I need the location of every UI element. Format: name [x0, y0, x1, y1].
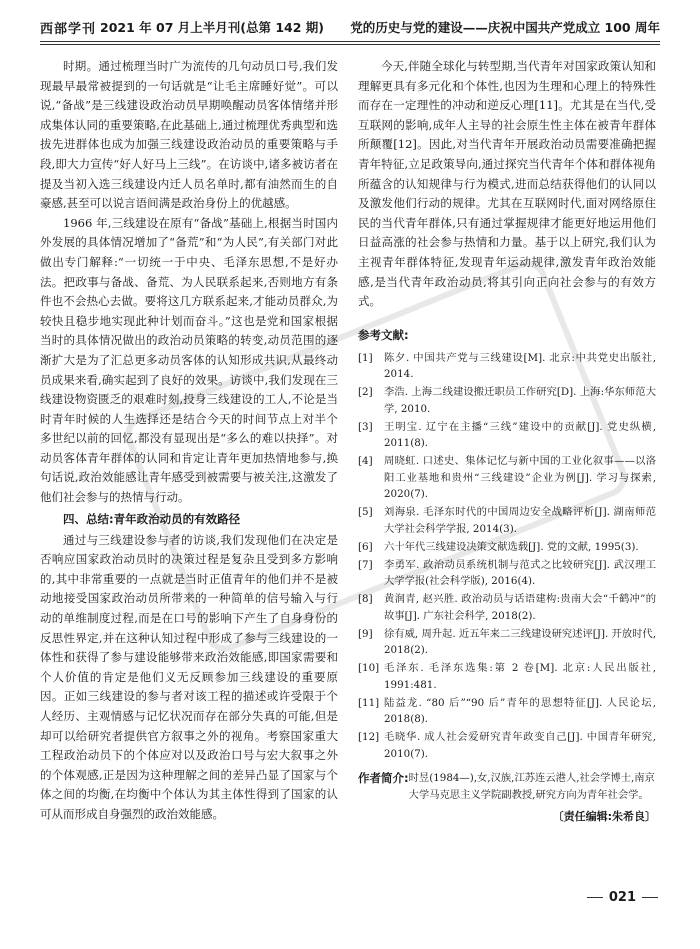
reference-item	[358, 504, 656, 537]
paragraph: 今天,伴随全球化与转型期,当代青年对国家政策认知和理解更具有多元化和个体性,也因为生理和心理上的特殊性而存在一定理性的冲动和逆反心理[11]。尤其是在当代,受互联网的影响,成年人主导的社会原生性主体在被青年群体所颠覆[12]。因此,对当代青年开展政治动员需要准确把握青年特征,立足政策导向,通过探究当代青年个体和群体视角所蕴含的认知规律与行为模式,进而总结获得他们的认同以及激发他们行动的规律。尤其在互联网时代,面对网络原住民的当代青年群体,只有通过掌握规律才能更好地运用他们日益高涨的社会参与热情和力量。基于以上研究,我们认为主视青年群体特征,发现青年运动规律,激发青年政治效能感,是当代青年政治动员,将其引向正向社会参与的有效方式。	[358, 59, 656, 309]
dash-left	[587, 897, 603, 898]
page-number-area	[587, 890, 658, 905]
reference-number: [3]	[358, 420, 373, 433]
reference-text: 徐有威, 周升起. 近五年来二三线建设研究述评[J]. 开放时代, 2018(2).	[384, 627, 656, 657]
reference-number: [2]	[358, 386, 373, 399]
references-title: 参考文献:	[358, 327, 409, 342]
reference-item	[358, 729, 656, 762]
header-left	[40, 18, 324, 37]
reference-number: [4]	[358, 455, 373, 468]
reference-item	[358, 660, 656, 693]
page-header	[40, 14, 660, 40]
author-label: 作者简介:	[358, 771, 409, 786]
reference-list	[358, 350, 656, 763]
reference-item	[358, 539, 656, 556]
issue-info: 2021 年 07 月上半月刊(总第 142 期)	[100, 20, 324, 35]
left-column	[40, 57, 338, 825]
reference-item	[358, 453, 656, 503]
reference-text: 陈夕. 中国共产党与三线建设[M]. 北京:中共党史出版社, 2014.	[384, 351, 656, 381]
header-rule-second	[40, 44, 660, 45]
section-title: 党的历史与党的建设——庆祝中国共产党成立 100 周年	[350, 20, 660, 35]
reference-number: [1]	[358, 351, 373, 364]
journal-name: 西部学刊	[40, 21, 97, 37]
reference-text: 刘海泉. 毛泽东时代的中国周边安全战略评析[J]. 湖南师范大学社会科学学报, 2014(3).	[384, 506, 656, 535]
reference-number: [10]	[358, 662, 380, 675]
reference-item	[358, 557, 656, 590]
reference-item	[358, 591, 656, 624]
reference-text: 毛晓华. 成人社会爱研究青年政变自己[J]. 中国青年研究, 2010(7).	[384, 731, 656, 760]
reference-text: 黄润青, 赵兴胜. 政治动员与话语建构:贵南大会“千鹤冲”的故事[J]. 广东社会科学, 2018(2).	[384, 593, 656, 622]
reference-item	[358, 626, 656, 659]
reference-number: [6]	[358, 540, 373, 553]
reference-text: 王明宝. 辽宁在主播“三线”建设中的贡献[J]. 党史纵横, 2011(8).	[384, 420, 656, 450]
reference-number: [12]	[358, 731, 380, 744]
reference-text: 李勇军. 政治动员系统机制与范式之比较研究[J]. 武汉理工大学学报(社会科学版), 2016(4).	[384, 558, 656, 588]
reference-text: 李浩. 上海二线建设搬迁职员工作研究[D]. 上海:华东师范大学, 2010.	[384, 386, 656, 415]
reference-item	[358, 384, 656, 417]
responsible-editor: 〔责任编辑:朱希良〕	[552, 810, 656, 824]
reference-text: 陆益龙. “80 后”“90 后”青年的思想特征[J]. 人民论坛, 2018(8).	[384, 696, 656, 726]
reference-text: 六十年代三线建设决策文献选载[J]. 党的文献, 1995(3).	[384, 540, 639, 553]
reference-number: [8]	[358, 593, 373, 606]
author-bio	[358, 770, 656, 804]
reference-text: 周晓虹. 口述史、集体记忆与新中国的工业化叙事——以洛阳工业基地和贵州“三线建设”企业为例[J]. 学习与探索, 2020(7).	[384, 455, 656, 501]
reference-number: [7]	[358, 558, 373, 571]
paragraph: 1966 年,三线建设在原有“备战”基础上,根据当时国内外发展的具体情况增加了“备荒”和“为人民”,有关部门对此做出专门解释:“一切统一于中央、毛泽东思想,不是好办法。把政事与备战、备荒、为人民联系起来,否则地方有条件也不会热心去做。要将这几方联系起来,才能动员群众,为较快且稳步地实现此种计划而奋斗。”这也是党和国家根据当时的具体情况做出的政治动员策略的转变,动员范围的逐渐扩大是为了汇总更多动员客体的认知形成共识,从最终动员成果来看,确实起到了良好的效果。访谈中,我们发现在三线建设物资匮乏的艰难时刻,投身三线建设的工人,不论是当时青年时候的人生选择还是结合今天的时间节点上对半个多世纪以前的回忆,都没有显现出是“多么的难以抉择”。对动员客体青年群体的认同和肯定让青年更加热情地参与,换句话说,政治效能感让青年感受到被需要与被关注,这激发了他们社会参与的热情与行动。	[40, 215, 338, 505]
dash-right	[642, 897, 658, 898]
reference-number: [11]	[358, 696, 380, 709]
reference-number: [5]	[358, 506, 373, 519]
right-column	[358, 57, 656, 826]
section-heading: 四、总结:青年政治动员的有效路径	[63, 511, 241, 526]
reference-item	[358, 350, 656, 383]
author-text: 时昱(1984—),女,汉族,江苏连云港人,社会学博士,南京大学马克思主义学院副教授,研究方向为青年社会学。	[408, 772, 655, 802]
reference-item	[358, 419, 656, 452]
paragraph: 时期。通过梳理当时广为流传的几句动员口号,我们发现最早最常被提到的一句话就是“让毛主席睡好觉”。可以说,“备战”是三线建设政治动员早期唤醒动员客体情绪并形成集体认同的重要策略,在此基础上,通过梳理优秀典型和选拔先进群体也成为加强三线建设政治动员的重要策略与手段,即大力宣传“好人好马上三线”。在访谈中,诸多被访者在提及当初入选三线建设内迁人员名单时,都有油然而生的自豪感,甚至可以说言语间满是政治身份上的优越感。	[40, 59, 338, 211]
reference-number: [9]	[358, 627, 373, 640]
header-rule	[40, 41, 660, 42]
paragraph: 通过与三线建设参与者的访谈,我们发现他们在决定是否响应国家政治动员时的决策过程是复杂且受到多方影响的,其中非常重要的一点就是当时正值青年的他们并不是被动地接受国家政治动员所带来的一种简单的信号输入与行动的单维制度过程,而是在口号的影响下产生了自身身份的反思性界定,并在这种认知过程中形成了参与三线建设的一体性和获得了参与建设能够带来政治效能感,即国家需要和个人价值的肯定是他们义无反顾参加三线建设的重要原因。正如三线建设的参与者对该工程的描述或许受限于个人经历、主观情感与记忆状况而存在部分失真的可能,但是却可以给研究者提供官方叙事之外的视角。考察国家重大工程政治动员下的个体应对以及政治口号与宏大叙事之外的个体观感,正是因为这种理解之间的差异凸显了国家与个体之间的均衡,在均衡中个体认为其主体性得到了国家的认可从而形成自身强烈的政治效能感。	[40, 532, 338, 821]
reference-item	[358, 695, 656, 728]
page-number: 021	[608, 890, 636, 905]
reference-text: 毛泽东. 毛泽东选集:第 2 卷[M]. 北京:人民出版社, 1991:481.	[384, 662, 656, 691]
